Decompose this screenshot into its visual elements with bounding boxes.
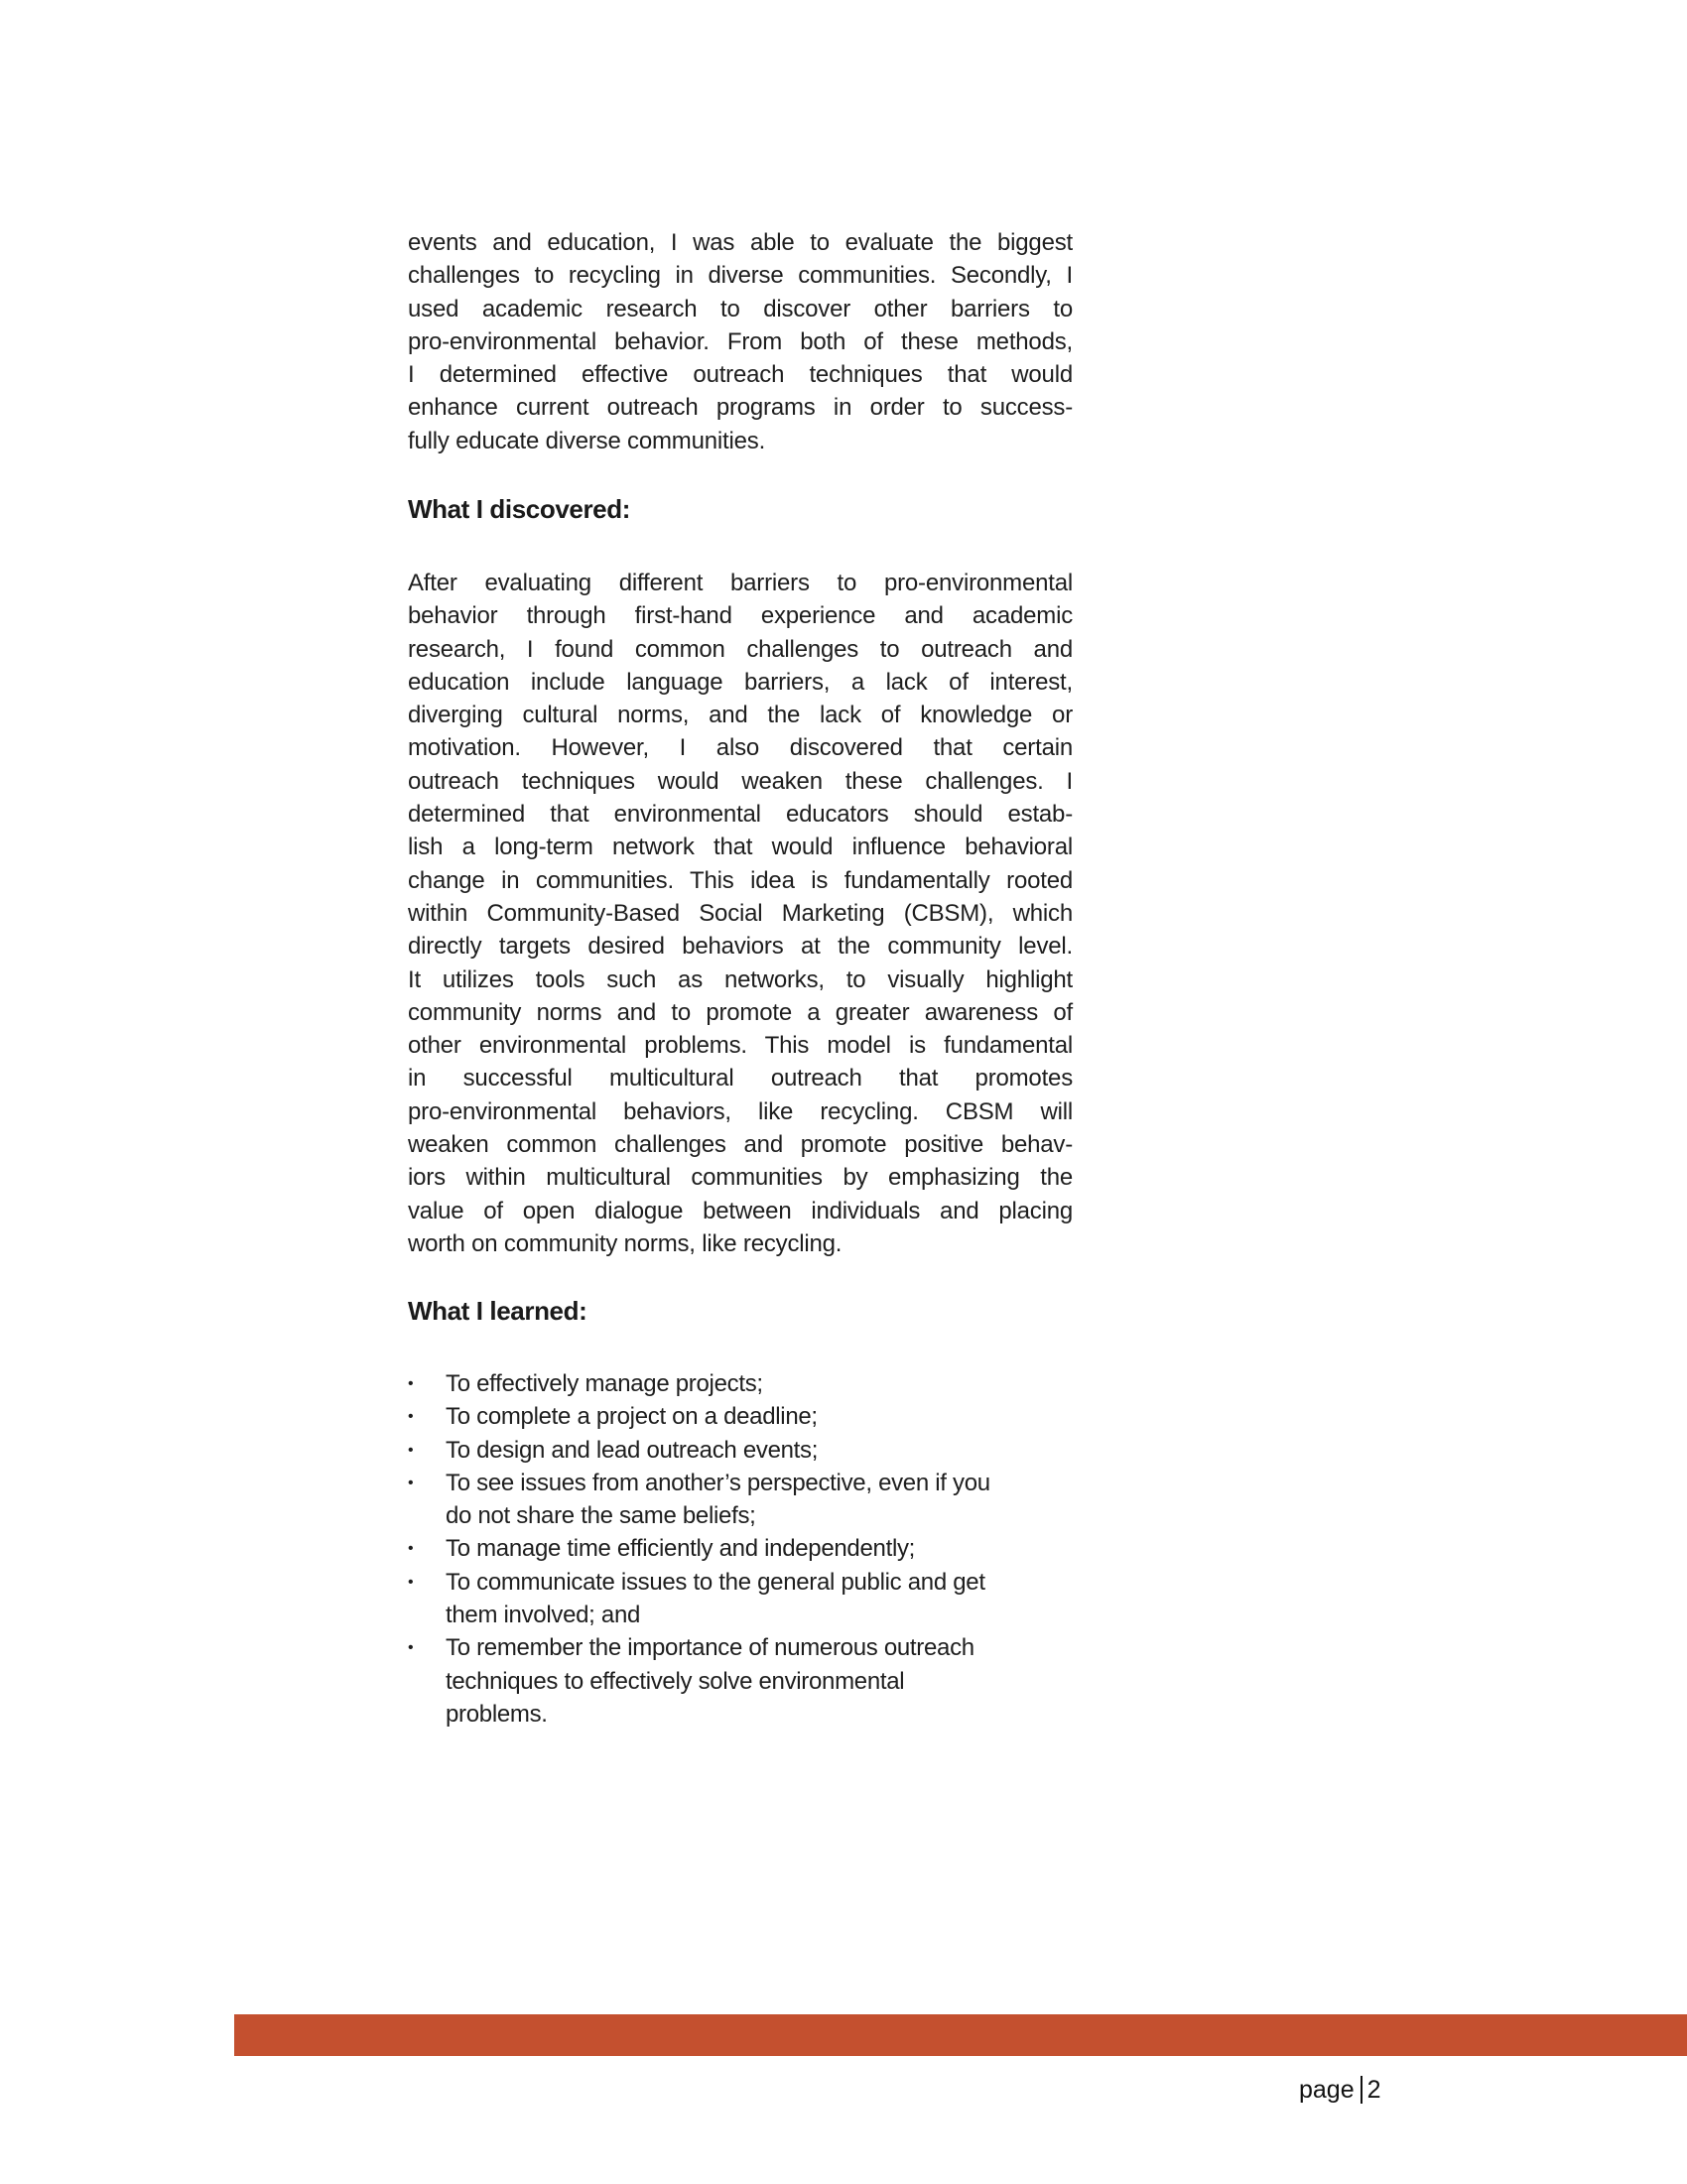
list-item [408, 1367, 1073, 1400]
paragraph-line: I determined effective outreach techniques that would [408, 361, 1073, 389]
list-item-text: them involved; and [446, 1602, 641, 1629]
bullet-icon: • [408, 1441, 414, 1459]
page-number-value: 2 [1366, 2076, 1381, 2104]
learned-list [408, 1367, 1073, 1731]
bullet-icon: • [408, 1375, 414, 1392]
paragraph-line: weaken common challenges and promote positive behav- [408, 1131, 1073, 1159]
bullet-icon: • [408, 1540, 414, 1558]
list-item-text: To design and lead outreach events; [446, 1436, 819, 1464]
bullet-icon: • [408, 1573, 414, 1591]
bullet-icon: • [408, 1474, 414, 1491]
list-item-text: To complete a project on a deadline; [446, 1403, 818, 1431]
paragraph-line: challenges to recycling in diverse communities. Secondly, I [408, 262, 1073, 290]
list-item-text: do not share the same beliefs; [446, 1502, 756, 1530]
paragraph-line: outreach techniques would weaken these challenges. I [408, 767, 1073, 795]
list-item [408, 1434, 1073, 1467]
paragraph-line: It utilizes tools such as networks, to visually highlight [408, 965, 1073, 993]
paragraph-line: used academic research to discover other barriers to [408, 295, 1073, 322]
paragraph-line: fully educate diverse communities. [408, 427, 766, 454]
paragraph-line: events and education, I was able to evaluate the biggest [408, 229, 1073, 256]
paragraph-line: pro-environmental behaviors, like recycling. CBSM will [408, 1097, 1073, 1125]
paragraph-line: motivation. However, I also discovered that certain [408, 734, 1073, 762]
paragraph-line: determined that environmental educators should estab- [408, 801, 1073, 829]
intro-paragraph [408, 226, 1073, 457]
list-item-text: To communicate issues to the general public and get [446, 1568, 985, 1596]
paragraph-line: iors within multicultural communities by emphasizing the [408, 1164, 1073, 1192]
list-item-text: To see issues from another’s perspective, even if you [446, 1469, 990, 1496]
list-item [408, 1532, 1073, 1565]
paragraph-line: worth on community norms, like recycling. [408, 1229, 843, 1257]
paragraph-line: in successful multicultural outreach that promotes [408, 1065, 1073, 1092]
list-item-text: techniques to effectively solve environmental [446, 1667, 905, 1695]
page-separator [1361, 2076, 1363, 2104]
list-item-text: To effectively manage projects; [446, 1370, 763, 1397]
paragraph-line: value of open dialogue between individuals and placing [408, 1197, 1073, 1224]
paragraph-line: diverging cultural norms, and the lack of knowledge or [408, 702, 1073, 729]
paragraph-line: After evaluating different barriers to pro-environmental [408, 570, 1073, 596]
list-item [408, 1467, 1073, 1533]
page-label: page [1299, 2076, 1355, 2104]
list-item [408, 1566, 1073, 1632]
paragraph-line: behavior through first-hand experience and academic [408, 602, 1073, 630]
paragraph-line: change in communities. This idea is fundamentally rooted [408, 866, 1073, 894]
list-item [408, 1400, 1073, 1433]
footer-accent-bar [234, 2014, 1687, 2056]
paragraph-line: research, I found common challenges to outreach and [408, 635, 1073, 663]
paragraph-line: within Community-Based Social Marketing (CBSM), which [408, 899, 1073, 927]
paragraph-line: lish a long-term network that would influence behavioral [408, 834, 1073, 861]
page-number [1299, 2074, 1381, 2107]
paragraph-line: other environmental problems. This model is fundamental [408, 1032, 1073, 1060]
paragraph-line: community norms and to promote a greater awareness of [408, 998, 1073, 1026]
list-item-text: To manage time efficiently and independently; [446, 1535, 916, 1563]
paragraph-line: directly targets desired behaviors at the community level. [408, 933, 1073, 961]
paragraph-line: education include language barriers, a lack of interest, [408, 668, 1073, 696]
list-item-text: To remember the importance of numerous outreach [446, 1634, 974, 1662]
paragraph-line: enhance current outreach programs in order to success- [408, 394, 1073, 422]
discovered-paragraph [408, 567, 1073, 1260]
heading-what-i-learned: What I learned: [408, 1296, 587, 1326]
bullet-icon: • [408, 1639, 414, 1657]
paragraph-line: pro-environmental behavior. From both of these methods, [408, 327, 1073, 355]
list-item [408, 1631, 1073, 1731]
bullet-icon: • [408, 1408, 414, 1426]
list-item-text: problems. [446, 1700, 548, 1728]
heading-what-i-discovered: What I discovered: [408, 494, 630, 524]
